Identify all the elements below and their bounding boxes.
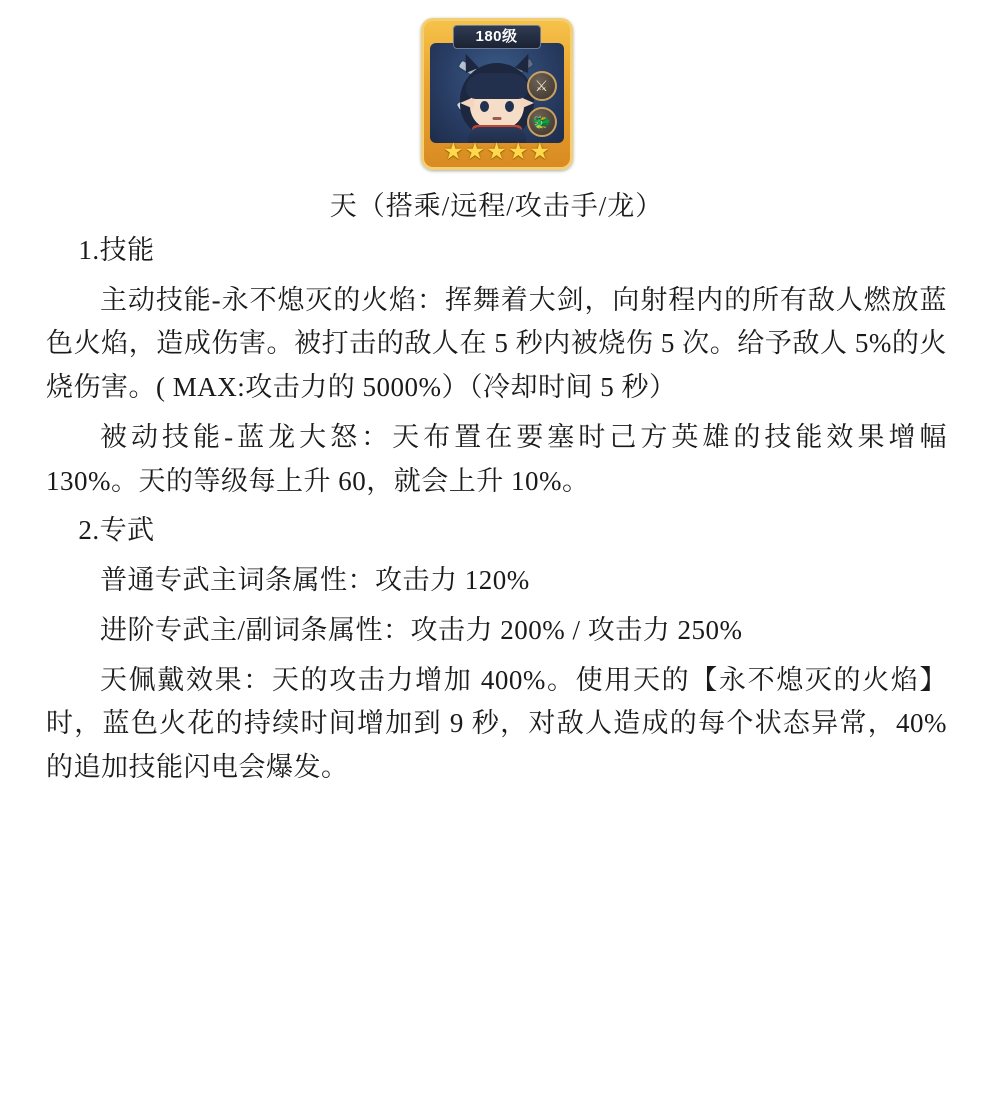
hero-star-rating: [424, 141, 570, 164]
bangs-shape: [466, 73, 528, 99]
hero-portrait-card[interactable]: [421, 18, 573, 170]
star-icon: ★: [486, 139, 507, 165]
exclusive-weapon-heading: 2.专武: [78, 515, 155, 546]
normal-weapon-main-stat-paragraph: 普通专武主词条属性：攻击力 120%: [100, 565, 530, 596]
star-icon: ★: [529, 139, 551, 165]
dragon-emblem-icon: 🐲: [532, 113, 551, 131]
hero-avatar: [456, 57, 538, 143]
passive-skill-paragraph: 被动技能-蓝龙大怒：天布置在要塞时己方英雄的技能效果增幅 130%。天的等级每上升 60，就会上升 10%。: [46, 421, 947, 496]
ear-left-icon: [460, 97, 474, 109]
eye-right: [505, 101, 514, 112]
hero-level-badge: 180级: [453, 25, 541, 49]
active-skill-paragraph: 主动技能-永不熄灭的火焰：挥舞着大剑，向射程内的所有敌人燃放蓝色火焰，造成伤害。被打击的敌人在 5 秒内被烧伤 5 次。给予敌人 5%的火烧伤害。( MAX:攻击力的 5000%）（冷却时间 5 秒）: [46, 284, 947, 403]
star-icon: ★: [442, 139, 464, 165]
dragon-emblem-badge: [527, 107, 557, 137]
page-title: 天（搭乘/远程/攻击手/龙）: [329, 191, 664, 221]
skills-heading: 1.技能: [78, 235, 155, 265]
hero-card-container: [46, 10, 947, 170]
star-icon: ★: [507, 139, 529, 165]
hero-portrait-panel: [430, 43, 564, 143]
star-icon: ★: [464, 139, 486, 165]
crossed-swords-badge: [527, 71, 557, 101]
ear-right-icon: [520, 97, 534, 109]
crossed-swords-icon: ⚔: [534, 77, 549, 95]
eye-left: [480, 101, 489, 112]
advanced-weapon-stats-paragraph: 进阶专武主/副词条属性：攻击力 200% / 攻击力 250%: [100, 614, 743, 645]
equip-effect-paragraph: 天佩戴效果：天的攻击力增加 400%。使用天的【永不熄灭的火焰】时，蓝色火花的持续时间增加到 9 秒，对敌人造成的每个状态异常，40%的追加技能闪电会爆发。: [46, 664, 947, 783]
mouth: [492, 117, 501, 120]
